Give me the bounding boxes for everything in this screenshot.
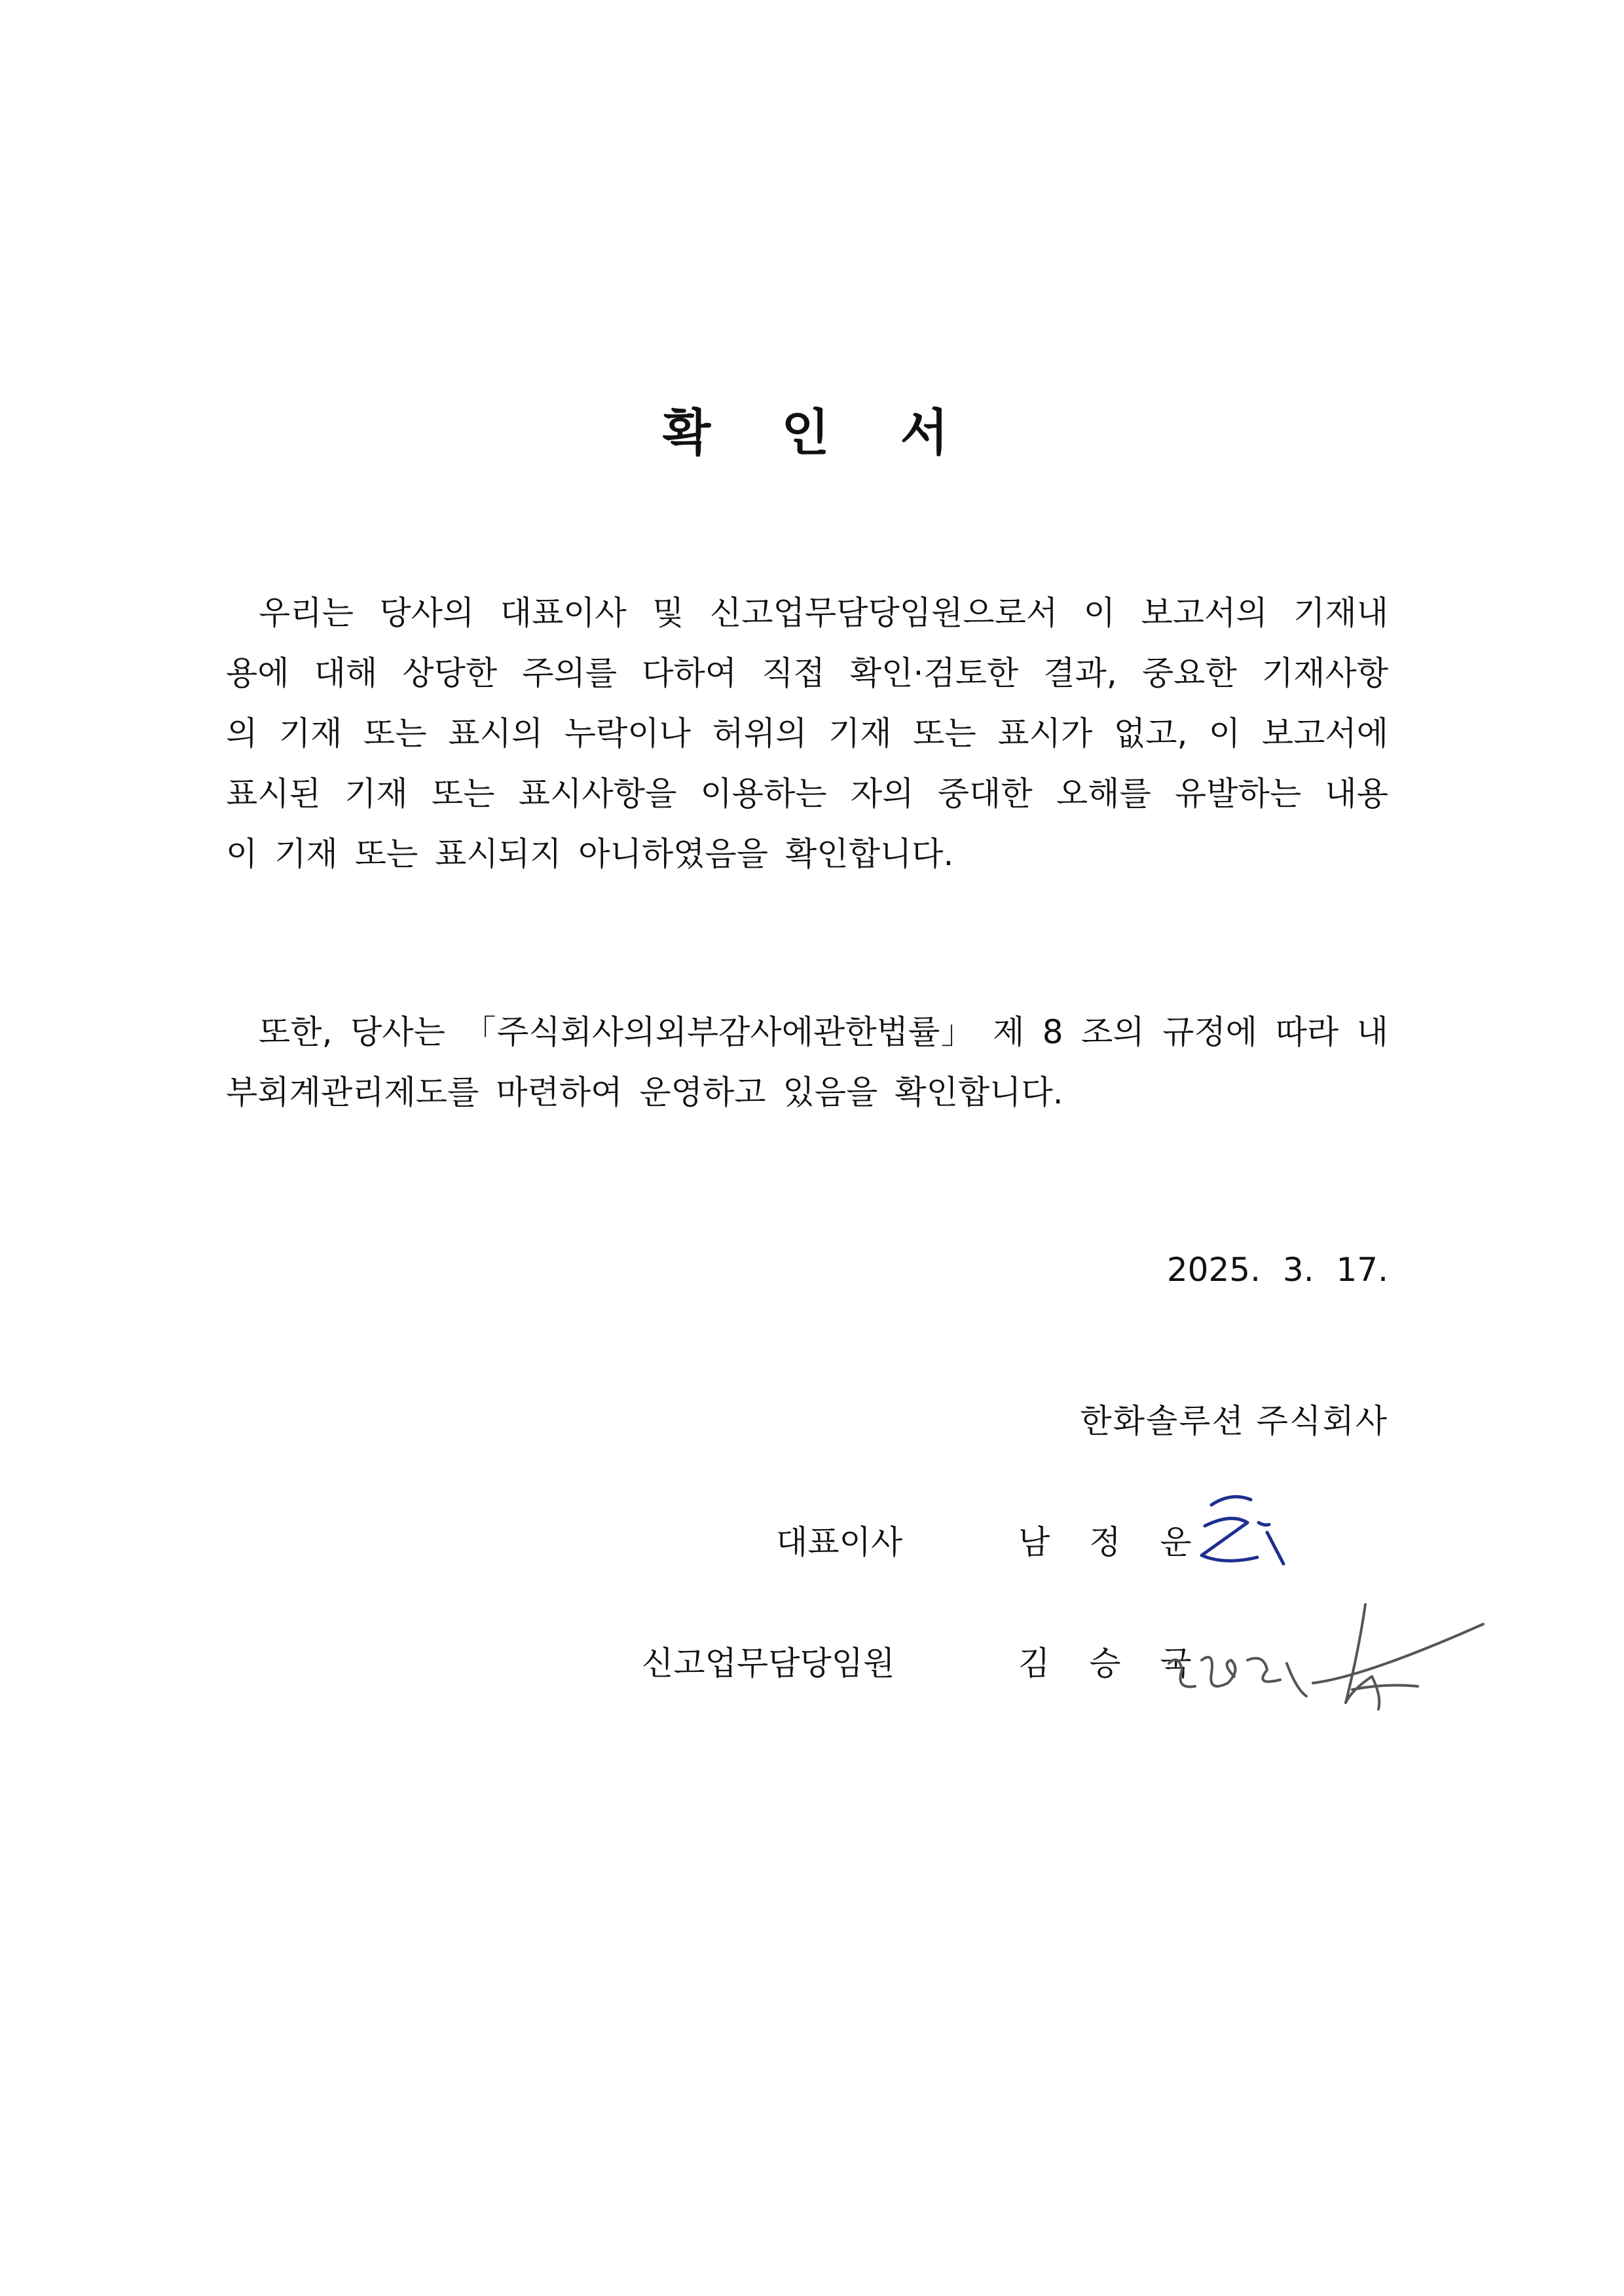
confirmation-paragraph bbox=[226, 583, 1388, 884]
signatory-role: 대표이사 bbox=[776, 1523, 903, 1561]
paragraph-line: 우리는 당사의 대표이사 및 신고업무담당임원으로서 이 보고서의 기재내 bbox=[259, 594, 1388, 632]
signatory-role: 신고업무담당임원 bbox=[642, 1644, 895, 1682]
paragraph-line: 표시된 기재 또는 표시사항을 이용하는 자의 중대한 오해를 유발하는 내용 bbox=[226, 775, 1388, 813]
paragraph-line: 또한, 당사는 「주식회사의외부감사에관한법률」 제 8 조의 규정에 따라 내 bbox=[259, 1013, 1388, 1051]
signatory-name: 남 정 운 bbox=[1018, 1523, 1206, 1561]
signatory-name: 김 승 국 bbox=[1018, 1644, 1206, 1682]
document-date: 2025. 3. 17. bbox=[1166, 1251, 1388, 1289]
paragraph-line: 이 기재 또는 표시되지 아니하였음을 확인합니다. bbox=[226, 835, 954, 873]
paragraph-line: 부회계관리제도를 마련하여 운영하고 있음을 확인합니다. bbox=[226, 1073, 1063, 1111]
paragraph-line: 의 기재 또는 표시의 누락이나 허위의 기재 또는 표시가 없고, 이 보고서에 bbox=[226, 714, 1388, 752]
internal-control-paragraph bbox=[226, 1002, 1388, 1122]
document-title bbox=[0, 393, 1624, 464]
title-char: 확 bbox=[662, 403, 724, 462]
title-char: 인 bbox=[781, 403, 843, 462]
officer-signature-icon bbox=[1156, 1598, 1496, 1729]
company-name: 한화솔루션 주식회사 bbox=[1080, 1402, 1388, 1440]
title-char: 서 bbox=[900, 403, 962, 462]
ceo-signature-icon bbox=[1185, 1487, 1297, 1585]
paragraph-line: 용에 대해 상당한 주의를 다하여 직접 확인·검토한 결과, 중요한 기재사항 bbox=[226, 654, 1388, 692]
